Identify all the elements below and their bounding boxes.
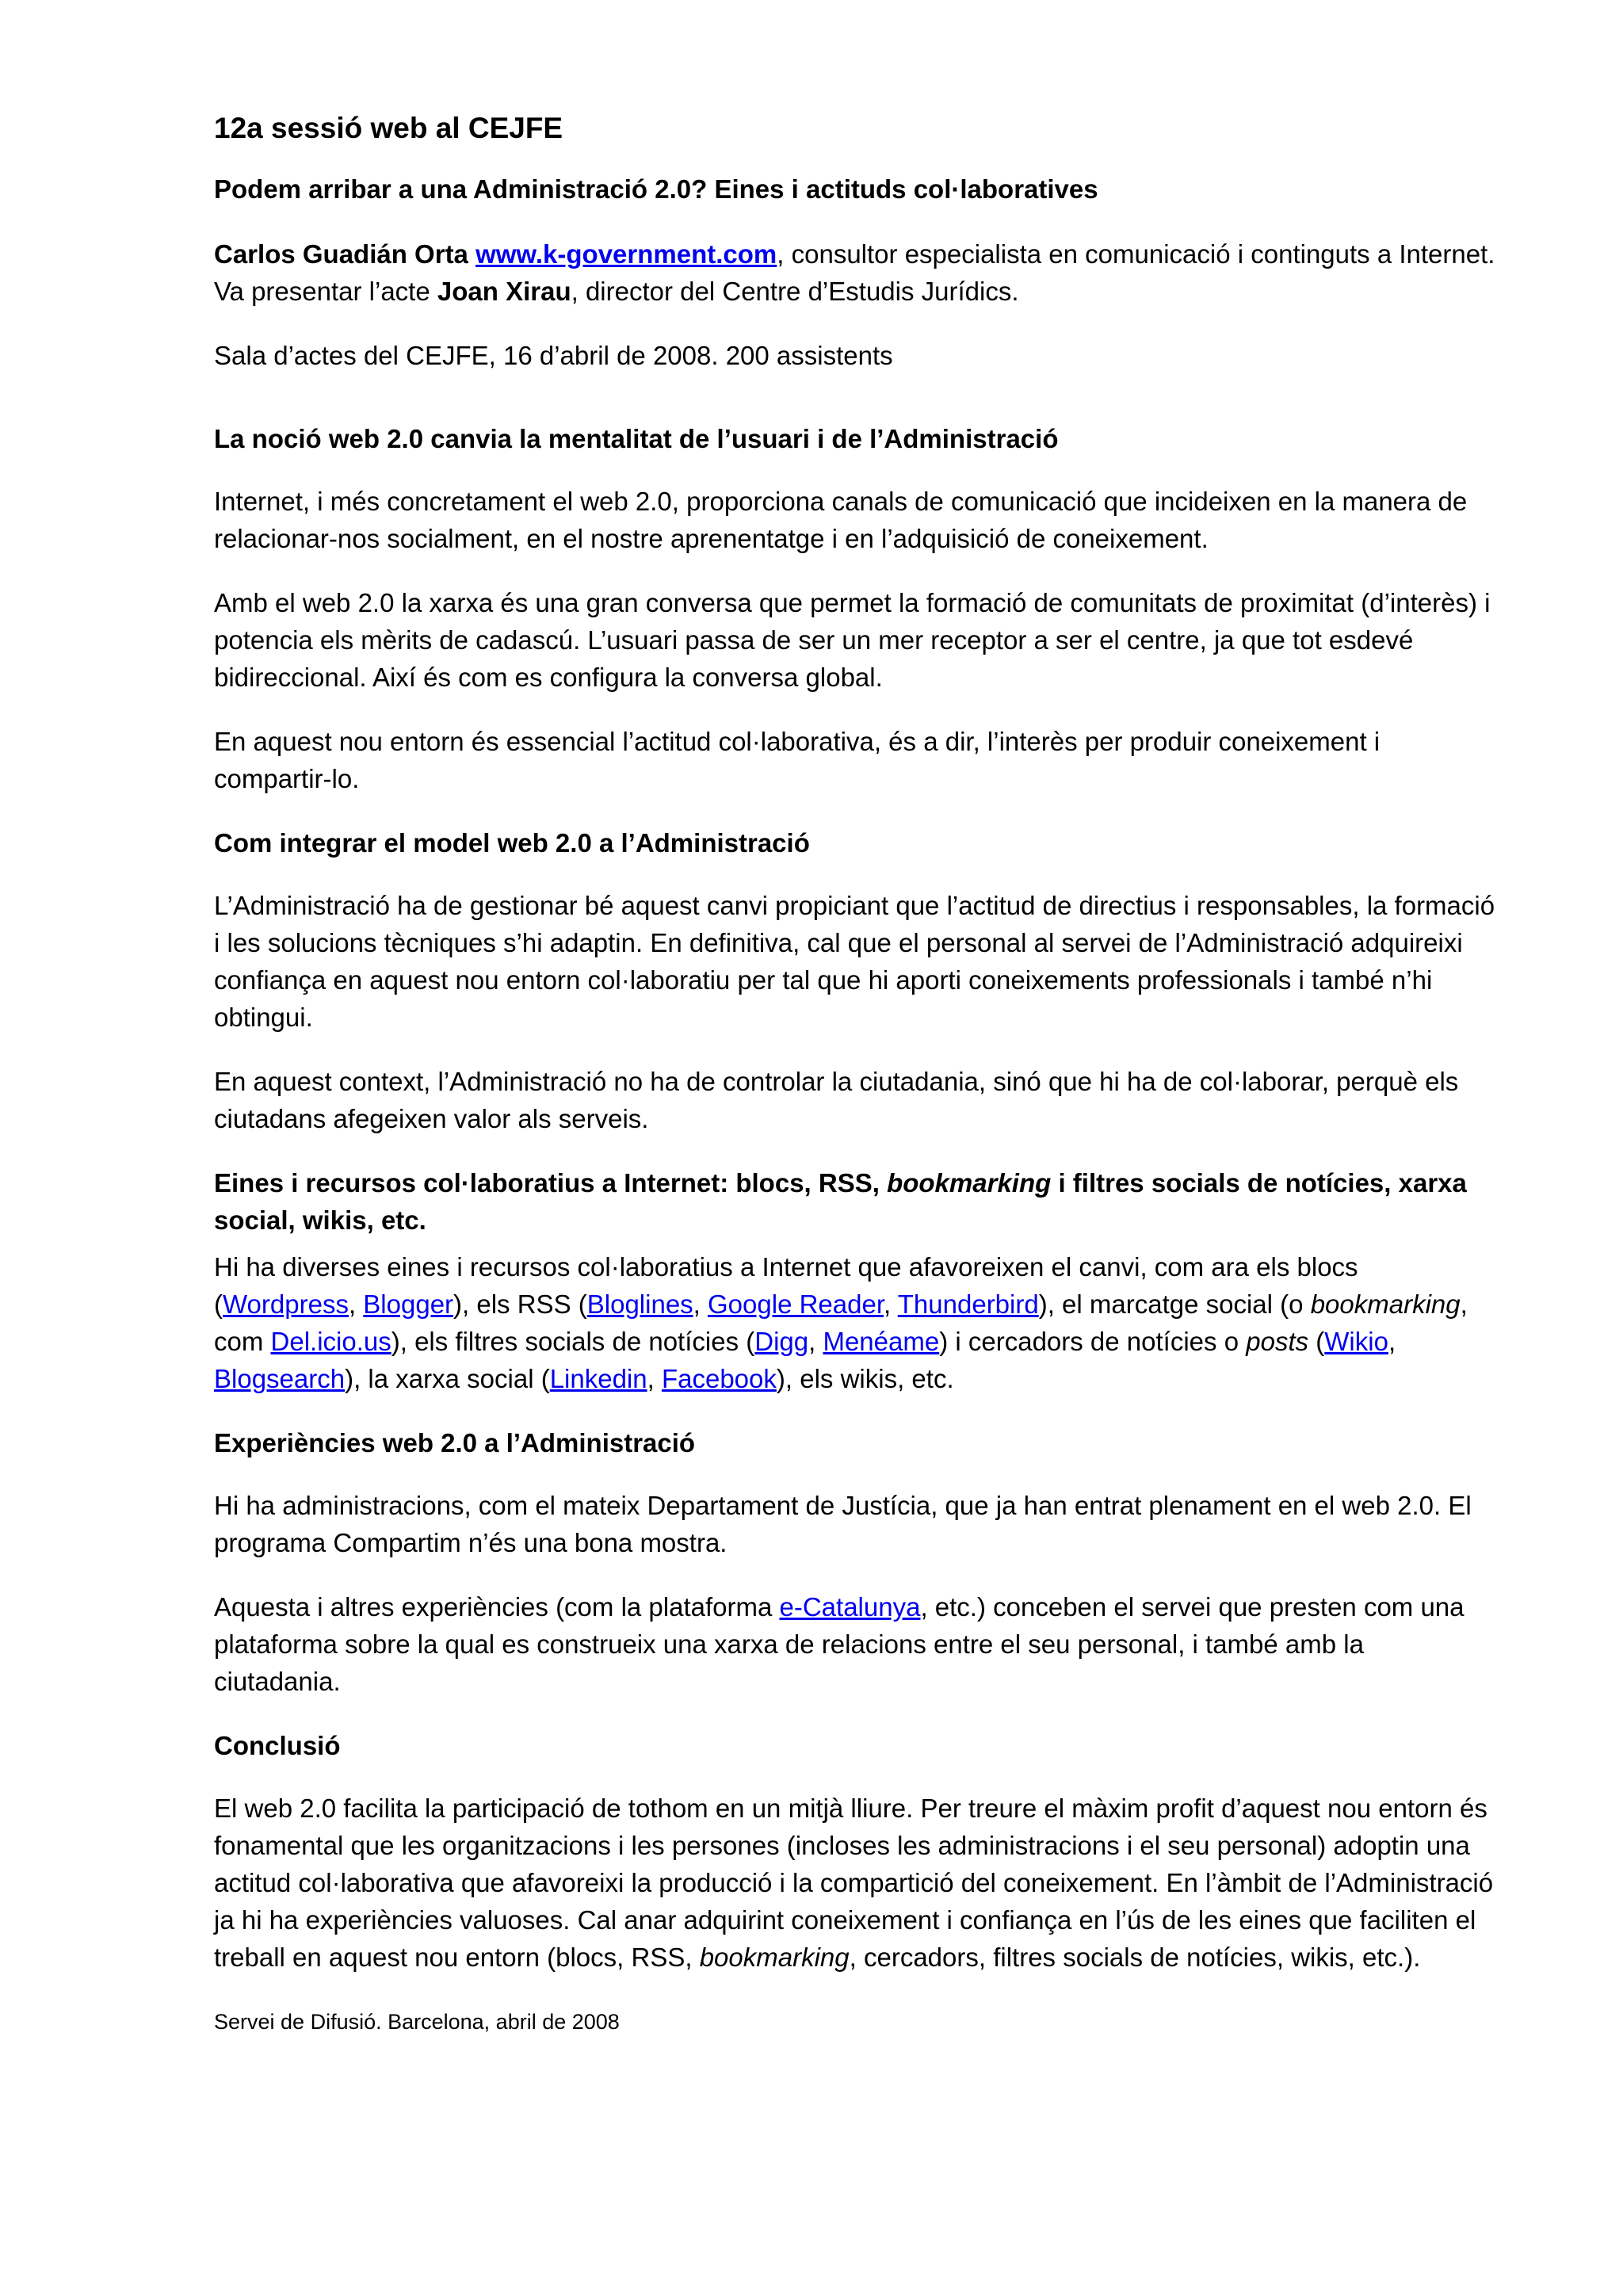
section-heading-web20-mentality: La noció web 2.0 canvia la mentalitat de l’usuari i de l’Administració [214, 424, 1059, 454]
presenter-name: Joan Xirau [437, 277, 571, 307]
heading-text: i filtres socials de notícies, xarxa social, wikis, etc. [214, 1168, 1467, 1236]
document-subtitle: Podem arribar a una Administració 2.0? Eines i actituds col·laboratives [214, 174, 1098, 204]
digg-link[interactable]: Digg [754, 1327, 809, 1357]
emphasis: bookmarking [1310, 1289, 1461, 1320]
section-heading-integration: Com integrar el model web 2.0 a l’Administració [214, 828, 810, 858]
text: Hi ha diverses eines i recursos col·laboratius a Internet que afavoreixen el canvi, com ara els blocs ( [214, 1252, 1358, 1320]
text: ), els filtres socials de notícies ( [391, 1327, 755, 1357]
e-catalunya-link[interactable]: e-Catalunya [779, 1592, 921, 1622]
venue-line: Sala d’actes del CEJFE, 16 d’abril de 2008. 200 assistents [214, 341, 893, 371]
footer-note: Servei de Difusió. Barcelona, abril de 2008 [214, 2010, 620, 2034]
text: ) i cercadors de notícies o [939, 1327, 1247, 1357]
facebook-link[interactable]: Facebook [661, 1364, 777, 1394]
text: ), els RSS ( [453, 1289, 587, 1320]
paragraph: Internet, i més concretament el web 2.0, proporciona canals de comunicació que incideixen en la manera de relacionar-nos socialment, en el nostre aprenentatge i en l’adquisició de coneixement. [214, 487, 1468, 554]
text: , [348, 1289, 364, 1320]
heading-emphasis: bookmarking [887, 1168, 1052, 1198]
speaker-description: , consultor especialista en comunicació i continguts a Internet. Va presentar l’acte [214, 239, 1495, 307]
text: ), el marcatge social (o [1038, 1289, 1311, 1320]
text: , etc.) conceben el servei que presten com una plataforma sobre la qual es construeix una xarxa de relacions entre el seu personal, i també amb la ciutadania. [214, 1592, 1465, 1697]
blogsearch-link[interactable]: Blogsearch [214, 1364, 346, 1394]
wordpress-link[interactable]: Wordpress [223, 1289, 349, 1320]
text: , [647, 1364, 662, 1394]
delicious-link[interactable]: Del.icio.us [270, 1327, 391, 1357]
speaker-name: Carlos Guadián Orta [214, 239, 468, 269]
section-heading-conclusion: Conclusió [214, 1731, 341, 1761]
paragraph: Hi ha administracions, com el mateix Departament de Justícia, que ja han entrat plenament en el web 2.0. El programa Compartim n’és una bona mostra. [214, 1491, 1472, 1558]
text: , com [214, 1289, 1468, 1357]
text: , [884, 1289, 898, 1320]
heading-text: Eines i recursos col·laboratius a Internet: blocs, RSS, [214, 1168, 888, 1198]
thunderbird-link[interactable]: Thunderbird [897, 1289, 1039, 1320]
emphasis: bookmarking [699, 1943, 850, 1973]
intro-paragraph [214, 235, 1496, 310]
tools-paragraph [214, 1248, 1496, 1397]
text: Aquesta i altres experiències (com la plataforma [214, 1592, 780, 1622]
paragraph: En aquest context, l’Administració no ha de controlar la ciutadania, sinó que hi ha de col·laborar, perquè els ciutadans afegeixen valor als serveis. [214, 1067, 1459, 1134]
paragraph: L’Administració ha de gestionar bé aquest canvi propiciant que l’actitud de directius i responsables, la formació i les solucions tècniques s’hi adaptin. En definitiva, cal que el personal al servei de l’Administració adquireixi confiança en aquest nou entorn col·laboratiu per tal que hi aporti coneixements professionals i també n’hi obtingui. [214, 891, 1495, 1033]
text: ), la xarxa social ( [345, 1364, 550, 1394]
presenter-description: , director del Centre d’Estudis Jurídics. [571, 277, 1019, 307]
speaker-website-link[interactable]: www.k-government.com [475, 239, 777, 269]
text: , [808, 1327, 823, 1357]
meneame-link[interactable]: Menéame [823, 1327, 940, 1357]
experiences-paragraph [214, 1588, 1496, 1700]
text: , cercadors, filtres socials de notícies, wikis, etc.). [849, 1943, 1421, 1973]
bloglines-link[interactable]: Bloglines [586, 1289, 693, 1320]
paragraph: Amb el web 2.0 la xarxa és una gran conversa que permet la formació de comunitats de proximitat (d’interès) i potencia els mèrits de cadascú. L’usuari passa de ser un mer receptor a ser el centre, ja que tot esdevé bidireccional. Així és com es configura la conversa global. [214, 588, 1491, 693]
blogger-link[interactable]: Blogger [363, 1289, 454, 1320]
text: ), els wikis, etc. [776, 1364, 954, 1394]
text: , [693, 1289, 708, 1320]
text: El web 2.0 facilita la participació de tothom en un mitjà lliure. Per treure el màxim profit d’aquest nou entorn és fonamental que les organitzacions i les persones (incloses les administracions i el seu personal) adoptin una actitud col·laborativa que afavoreixi la producció i la compartició del coneixement. En l’àmbit de l’Administració ja hi ha experiències valuoses. Cal anar adquirint coneixement i confiança en l’ús de les eines que faciliten el treball en aquest nou entorn (blocs, RSS, [214, 1794, 1494, 1973]
document-title: 12a sessió web al CEJFE [214, 112, 563, 144]
google-reader-link[interactable]: Google Reader [708, 1289, 884, 1320]
wikio-link[interactable]: Wikio [1324, 1327, 1388, 1357]
linkedin-link[interactable]: Linkedin [549, 1364, 647, 1394]
emphasis: posts [1246, 1327, 1309, 1357]
text: , [1388, 1327, 1396, 1357]
paragraph: En aquest nou entorn és essencial l’actitud col·laborativa, és a dir, l’interès per produir coneixement i compartir-lo. [214, 727, 1381, 794]
text: ( [1308, 1327, 1325, 1357]
section-heading-experiences: Experiències web 2.0 a l’Administració [214, 1428, 696, 1458]
section-heading-tools [214, 1164, 1496, 1239]
conclusion-paragraph [214, 1790, 1496, 1976]
